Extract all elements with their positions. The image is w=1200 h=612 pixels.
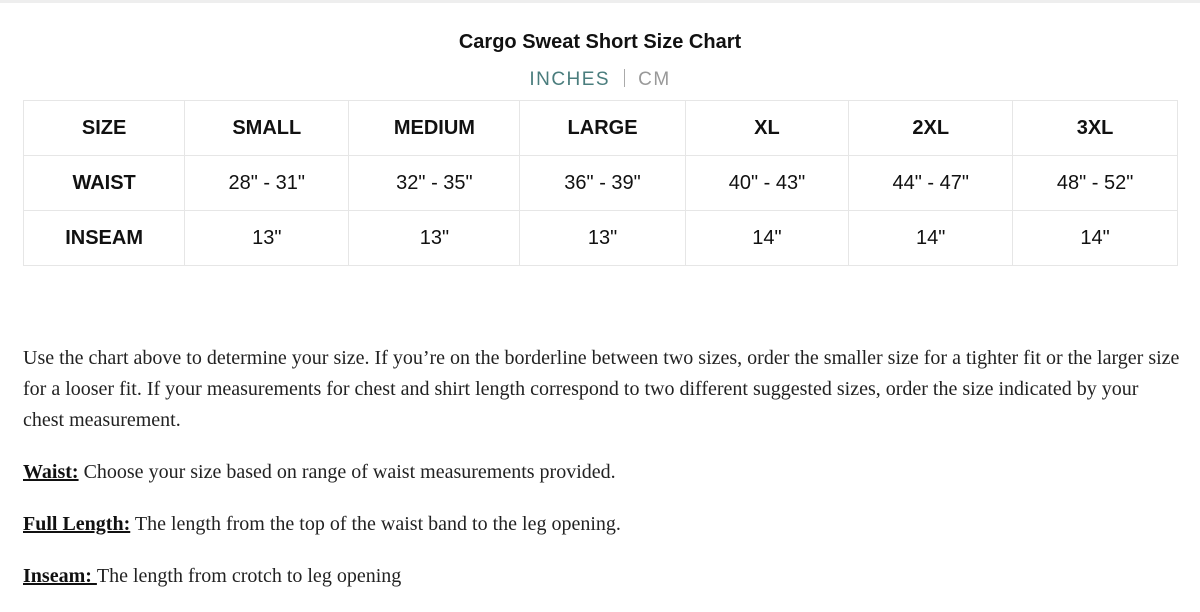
inseam-description: The length from crotch to leg opening: [96, 565, 402, 587]
intro-paragraph: Use the chart above to determine your size. If you’re on the borderline between two sizes, order the smaller size for a tighter fit or the larger size for a looser fit. If your measurements for chest and shirt length correspond to two different suggested sizes, order the size indicated by your chest measurement.: [23, 347, 1180, 431]
waist-description: Choose your size based on range of waist measurements provided.: [78, 461, 616, 483]
inches-tab[interactable]: INCHES: [529, 69, 611, 90]
inseam-term: Inseam:: [23, 565, 97, 587]
size-chart-table: [23, 100, 1178, 266]
page-title: Cargo Sweat Short Size Chart: [458, 31, 742, 53]
header-cell: SMALL: [185, 101, 349, 156]
table-cell: 14": [685, 211, 849, 266]
table-cell: 48" - 52": [1013, 156, 1178, 211]
full-length-term: Full Length:: [23, 513, 131, 535]
table-cell: 36" - 39": [520, 156, 685, 211]
table-cell: 14": [1013, 211, 1178, 266]
full-length-description: The length from the top of the waist band to the leg opening.: [130, 513, 621, 535]
header-cell: 3XL: [1013, 101, 1178, 156]
full-length-definition: [23, 509, 1183, 540]
table-cell: 14": [849, 211, 1013, 266]
table-row: [24, 211, 1178, 266]
table-cell: 32" - 35": [349, 156, 520, 211]
header-cell: LARGE: [520, 101, 685, 156]
cm-tab[interactable]: CM: [638, 69, 671, 90]
table-cell: 13": [520, 211, 685, 266]
table-cell: 13": [349, 211, 520, 266]
unit-divider: [624, 69, 625, 87]
table-row: [24, 156, 1178, 211]
header-cell: SIZE: [24, 101, 185, 156]
row-label: INSEAM: [24, 211, 185, 266]
inseam-definition: [23, 561, 1183, 592]
table-cell: 28" - 31": [185, 156, 349, 211]
row-label: WAIST: [24, 156, 185, 211]
waist-term: Waist:: [23, 461, 79, 483]
unit-toggle: [0, 68, 1200, 92]
table-header-row: [24, 101, 1178, 156]
header-cell: MEDIUM: [349, 101, 520, 156]
header-cell: XL: [685, 101, 849, 156]
waist-definition: [23, 457, 1183, 488]
table-cell: 13": [185, 211, 349, 266]
table-cell: 44" - 47": [849, 156, 1013, 211]
header-cell: 2XL: [849, 101, 1013, 156]
table-cell: 40" - 43": [685, 156, 849, 211]
